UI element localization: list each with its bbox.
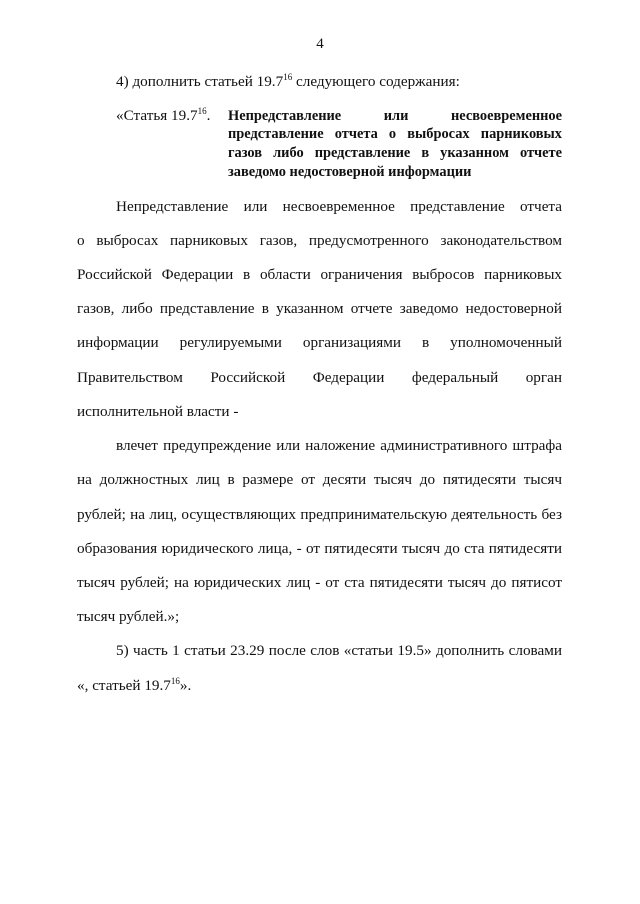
page-number: 4	[316, 36, 324, 52]
item-5-line-2	[77, 676, 191, 696]
item-4-text: 4) дополнить статьей 19.7	[116, 73, 284, 90]
article-label	[116, 106, 210, 126]
paragraph-1-line: Российской Федерации в области ограничения выбросов парниковых	[77, 266, 562, 283]
paragraph-2-line: на должностных лиц в размере от десяти тысяч до пятидесяти тысяч	[77, 471, 562, 488]
article-title-line: представление отчета о выбросах парниковых	[228, 126, 562, 142]
paragraph-1-line: информации регулируемыми организациями в уполномоченный	[77, 334, 562, 351]
paragraph-1-line: исполнительной власти -	[77, 403, 239, 420]
paragraph-2-line: тысяч рублей; на юридических лиц - от ста пятидесяти тысяч до пятисот	[77, 574, 562, 591]
paragraph-1-line: Правительством Российской Федерации федеральный орган	[77, 369, 562, 386]
article-label-text: «Статья 19.7	[116, 107, 198, 124]
paragraph-1-line: Непредставление или несвоевременное представление отчета	[116, 198, 562, 215]
paragraph-2-line: рублей; на лиц, осуществляющих предпринимательскую деятельность без	[77, 506, 562, 523]
item-5-line-2-text: «, статьей 19.7	[77, 677, 171, 694]
article-title-line: заведомо недостоверной информации	[228, 164, 472, 180]
article-title-line: Непредставление или несвоевременное	[228, 108, 562, 124]
paragraph-2-line: образования юридического лица, - от пятидесяти тысяч до ста пятидесяти	[77, 540, 562, 557]
article-label-sup: 16	[197, 106, 207, 116]
article-label-dot: .	[206, 107, 211, 124]
paragraph-2-line: тысяч рублей.»;	[77, 608, 180, 625]
item-4-tail: следующего содержания:	[292, 73, 460, 90]
item-5-line-2-sup: 16	[170, 676, 180, 686]
article-title-line: газов либо представление в указанном отчете	[228, 145, 562, 161]
paragraph-1-line: газов, либо представление в указанном отчете заведомо недостоверной	[77, 300, 562, 317]
item-4	[116, 72, 460, 92]
item-5-line-2-tail: ».	[179, 677, 192, 694]
item-4-sup: 16	[283, 72, 293, 82]
paragraph-2-line: влечет предупреждение или наложение административного штрафа	[116, 437, 562, 454]
item-5-line: 5) часть 1 статьи 23.29 после слов «статьи 19.5» дополнить словами	[116, 642, 562, 659]
paragraph-1-line: о выбросах парниковых газов, предусмотренного законодательством	[77, 232, 562, 249]
